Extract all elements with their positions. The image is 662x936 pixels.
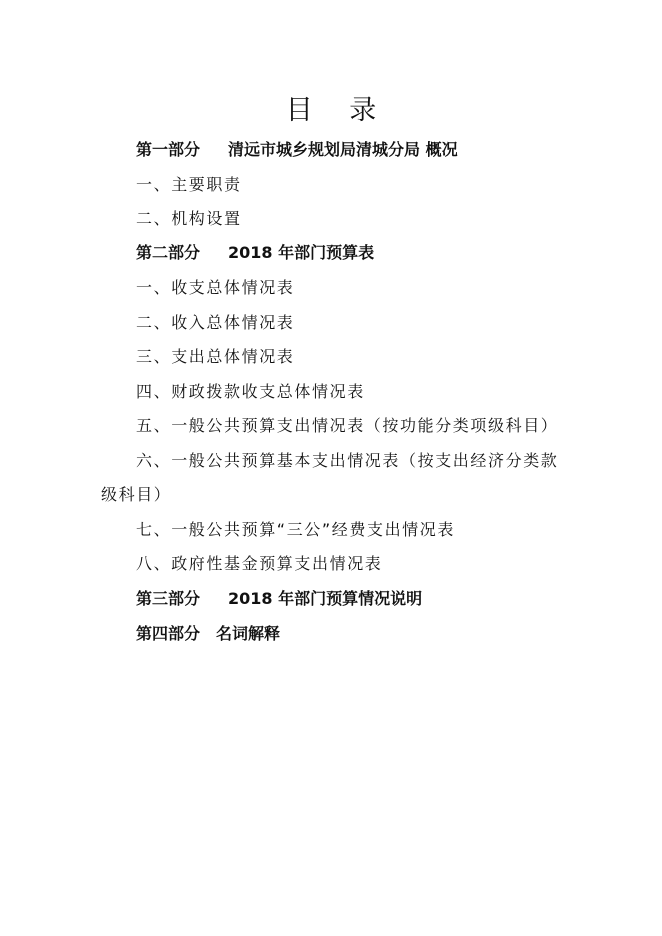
toc-part-3 (136, 588, 422, 610)
part-title: 2018 年部门预算表 (228, 243, 375, 262)
page-title: 目 录 (285, 95, 391, 126)
toc-item: 八、政府性基金预算支出情况表 (136, 554, 383, 573)
toc-item: 四、财政拨款收支总体情况表 (136, 382, 365, 401)
toc-part-1 (136, 139, 458, 161)
toc-item: 二、收入总体情况表 (136, 313, 295, 332)
part-title: 清远市城乡规划局清城分局 概况 (228, 140, 458, 159)
toc-item: 五、一般公共预算支出情况表（按功能分类项级科目） (136, 416, 559, 435)
part-title: 名词解释 (216, 624, 281, 643)
part-label: 第三部分 (136, 589, 201, 608)
part-label: 第一部分 (136, 140, 201, 159)
toc-item: 七、一般公共预算“三公”经费支出情况表 (136, 520, 455, 539)
part-label: 第四部分 (136, 624, 201, 643)
toc-item: 三、支出总体情况表 (136, 347, 295, 366)
part-label: 第二部分 (136, 243, 201, 262)
toc-item: 一、主要职责 (136, 175, 242, 194)
toc-part-4 (136, 623, 280, 645)
toc-item: 六、一般公共预算基本支出情况表（按支出经济分类款 (136, 451, 559, 470)
toc-part-2 (136, 242, 374, 264)
toc-item: 一、收支总体情况表 (136, 278, 295, 297)
part-title: 2018 年部门预算情况说明 (228, 589, 423, 608)
toc-item-continuation: 级科目） (101, 485, 172, 504)
toc-item: 二、机构设置 (136, 209, 242, 228)
